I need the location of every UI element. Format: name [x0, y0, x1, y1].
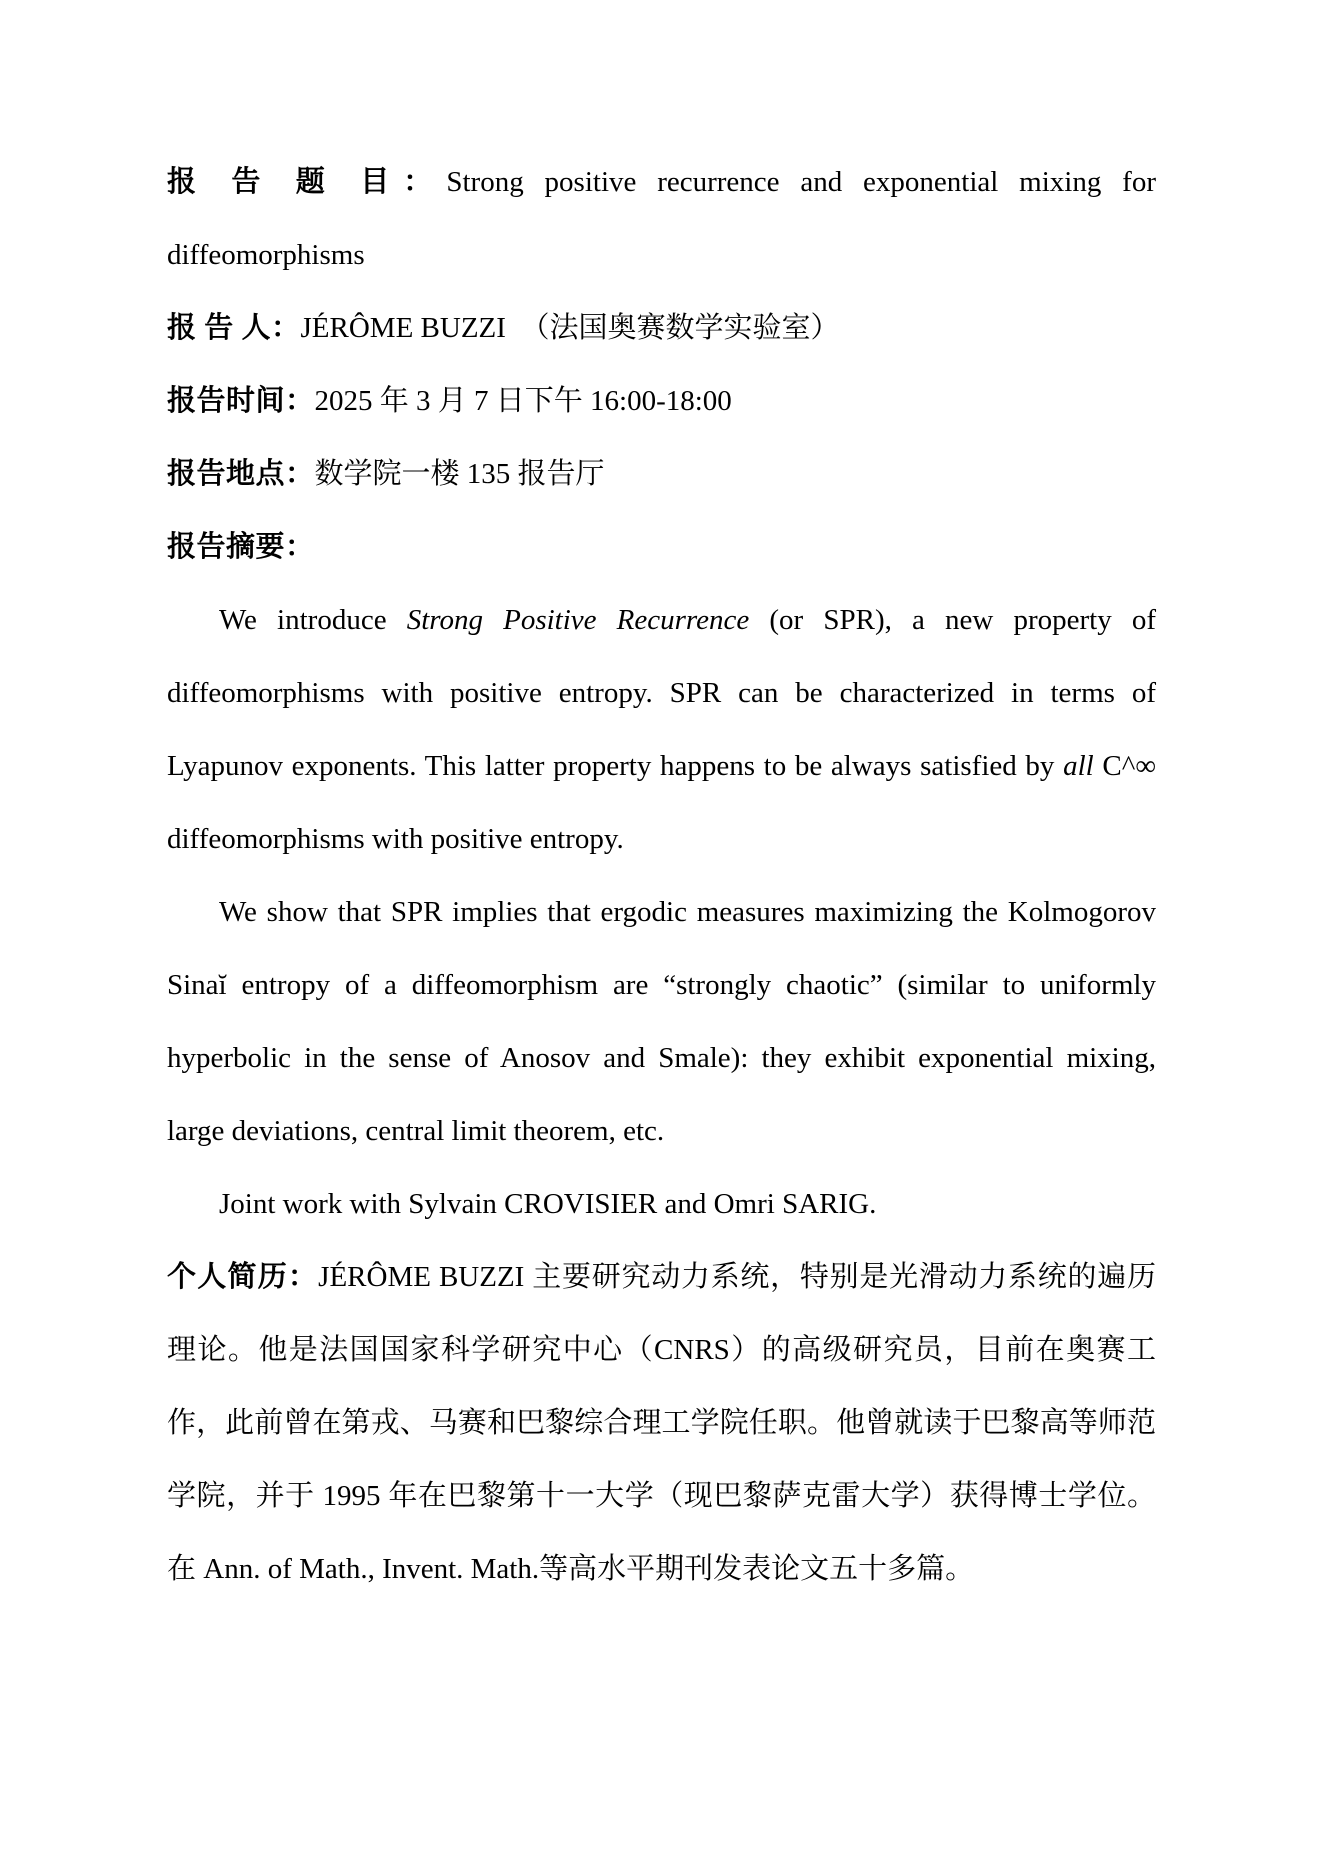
bio-paragraph: [167, 1241, 1156, 1606]
abstract-p1-italic-spr: Strong Positive Recurrence: [406, 604, 750, 636]
report-time-paragraph: [167, 365, 1156, 438]
report-time-label: 报告时间：: [167, 385, 315, 417]
report-title-paragraph: [167, 146, 1156, 292]
abstract-p1-italic-all: all: [1063, 750, 1094, 782]
abstract-paragraph-2: We show that SPR implies that ergodic measures maximizing the Kolmogorov Sinaĭ entropy of a diffeomorphism are “strongly chaotic” (similar to uniformly hyperbolic in the sense of Anosov and Smale): they exhibit exponential mixing, large deviations, central limit theorem, etc.: [167, 896, 1156, 1147]
speaker-separator: [506, 312, 521, 344]
abstract-p1-seg4: C^∞ diffeomorphisms with positive entropy.: [167, 750, 1156, 855]
report-location-label: 报告地点：: [167, 458, 315, 490]
bio-text: 主要研究动力系统，特别是光滑动力系统的遍历理论。他是法国国家科学研究中心（CNRS）的高级研究员，目前在奥赛工作，此前曾在第戎、马赛和巴黎综合理工学院任职。他曾就读于巴黎高等师范学院，并于 1995 年在巴黎第十一大学（现巴黎萨克雷大学）获得博士学位。在 Ann. of Math., Invent. Math.等高水平期刊发表论文五十多篇。: [167, 1261, 1156, 1585]
report-speaker-paragraph: [167, 292, 1156, 365]
abstract-heading: [167, 511, 1156, 584]
bio-speaker-name: JÉRÔME BUZZI: [318, 1261, 533, 1293]
abstract-paragraph-1: [167, 584, 1156, 876]
abstract-p1-seg2: (or SPR), a new property of diffeomorphisms with positive entropy. SPR can be characterized in terms of Lyapunov exponents. This latter property happens to be always satisfied by: [167, 604, 1156, 782]
report-title-label: 报 告 题 目：: [167, 166, 447, 198]
report-location-paragraph: [167, 438, 1156, 511]
report-location-text: 数学院一楼 135 报告厅: [314, 458, 605, 490]
abstract-label: 报告摘要：: [167, 531, 315, 563]
document-body: [167, 146, 1156, 1606]
report-time-text: 2025 年 3 月 7 日下午 16:00-18:00: [314, 385, 732, 417]
report-speaker-label: 报 告 人：: [167, 312, 301, 344]
bio-label: 个人简历：: [167, 1261, 319, 1293]
report-title-text: Strong positive recurrence and exponential mixing for diffeomorphisms: [167, 166, 1156, 271]
abstract-p1-seg0: We introduce: [219, 604, 407, 636]
report-speaker-affiliation: （法国奥赛数学实验室）: [520, 312, 840, 344]
abstract-paragraph-3: Joint work with Sylvain CROVISIER and Omri SARIG.: [219, 1188, 877, 1220]
report-speaker-name: JÉRÔME BUZZI: [300, 312, 506, 344]
